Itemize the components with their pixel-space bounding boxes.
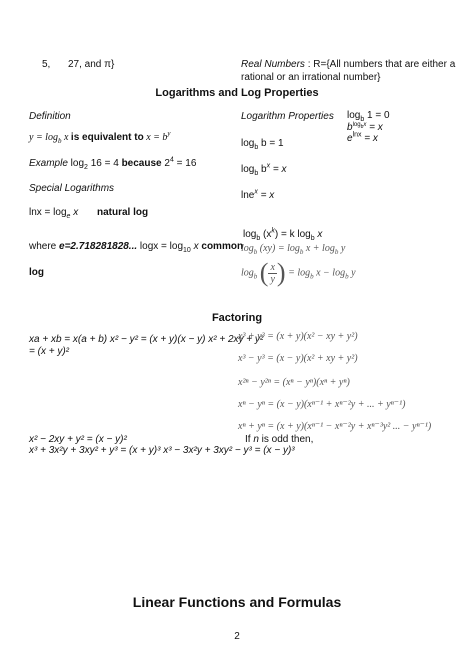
- linear-functions-heading: Linear Functions and Formulas: [132, 594, 342, 610]
- odd-n-condition: If n is odd then,: [245, 434, 314, 445]
- definition-label: Definition: [29, 111, 71, 122]
- sum-of-nth-powers: xⁿ + yⁿ = (x + y)(xⁿ⁻¹ − xⁿ⁻²y + xⁿ⁻³y² ... − yⁿ⁻¹): [238, 421, 432, 432]
- common-log-line2: log: [29, 267, 44, 278]
- set-text-rest: 27, and π}: [68, 59, 115, 70]
- log-of-one: $\log_b 1 = 0$: [347, 110, 390, 123]
- ln-exp-identity: lne$^x$ = x: [241, 188, 275, 201]
- special-logarithms-label: Special Logarithms: [29, 183, 115, 194]
- perfect-square-difference: x² − 2xy + y² = (x − y)²: [29, 434, 127, 445]
- set-number-five: 5,: [42, 59, 51, 70]
- log-prop-base: $\log_b b = 1$: [241, 138, 284, 151]
- page-number: 2: [234, 631, 240, 642]
- cube-expansions: x³ + 3x²y + 3xy² + y³ = (x + y)³ x³ − 3x²y + 3xy² − y³ = (x − y)³: [29, 445, 295, 456]
- log-product-rule: $\log_b (xy) = \log_b x + \log_b y$: [241, 243, 346, 256]
- difference-of-even-powers: x²ⁿ − y²ⁿ = (xⁿ − yⁿ)(xⁿ + yⁿ): [238, 377, 350, 388]
- log-prop-power-identity: $\log_b b^x = x$: [241, 162, 287, 177]
- natural-log-line: $\ln x = \log_e x$: [29, 207, 79, 220]
- logarithms-heading: Logarithms and Log Properties: [155, 87, 319, 99]
- real-numbers-definition-line2: rational or an irrational number}: [241, 72, 381, 83]
- factoring-basic-identities-line2: = (x + y)²: [29, 346, 70, 357]
- quotient-fraction: $\frac{x}{y}$: [270, 261, 275, 285]
- factoring-basic-identities: xa + xb = x(a + b) x² − y² = (x + y)(x − y) x² + 2xy + y²: [29, 334, 264, 345]
- log-power-rule: $\log_b (x^k) = k$ $\log_b x$: [243, 227, 323, 242]
- sum-of-cubes: x³ + y³ = (x + y)(x² − xy + y²): [238, 331, 358, 342]
- log-properties-label: Logarithm Properties: [241, 111, 334, 122]
- factoring-heading: Factoring: [211, 312, 263, 324]
- common-log-line: where e=2.718281828... $\log x = \log_{10} x$ common: [29, 241, 244, 254]
- definition-equation: $y = \log_b x$ is equivalent to $x = b^y$: [29, 129, 171, 145]
- difference-of-cubes: x³ − y³ = (x − y)(x² + xy + y²): [238, 353, 358, 364]
- example-line: Example $\log_2 16 = 4$ because $2^4 = 16$: [29, 156, 197, 171]
- base-power-log: $b^{log_bx} = x$: [347, 121, 383, 133]
- log-quotient-rule: $\log_b$ ( $\frac{x}{y}$ ) = $\log_b x - \log_b y$: [241, 258, 356, 287]
- real-numbers-label: Real Numbers: [241, 59, 305, 70]
- e-power-ln: $e^{lnx} = x$: [347, 131, 378, 144]
- real-numbers-definition: Real Numbers : R={All numbers that are either a: [241, 59, 456, 70]
- natural-log-name: natural log: [97, 207, 149, 218]
- difference-of-nth-powers: xⁿ − yⁿ = (x − y)(xⁿ⁻¹ + xⁿ⁻²y + ... + yⁿ⁻¹): [238, 399, 406, 410]
